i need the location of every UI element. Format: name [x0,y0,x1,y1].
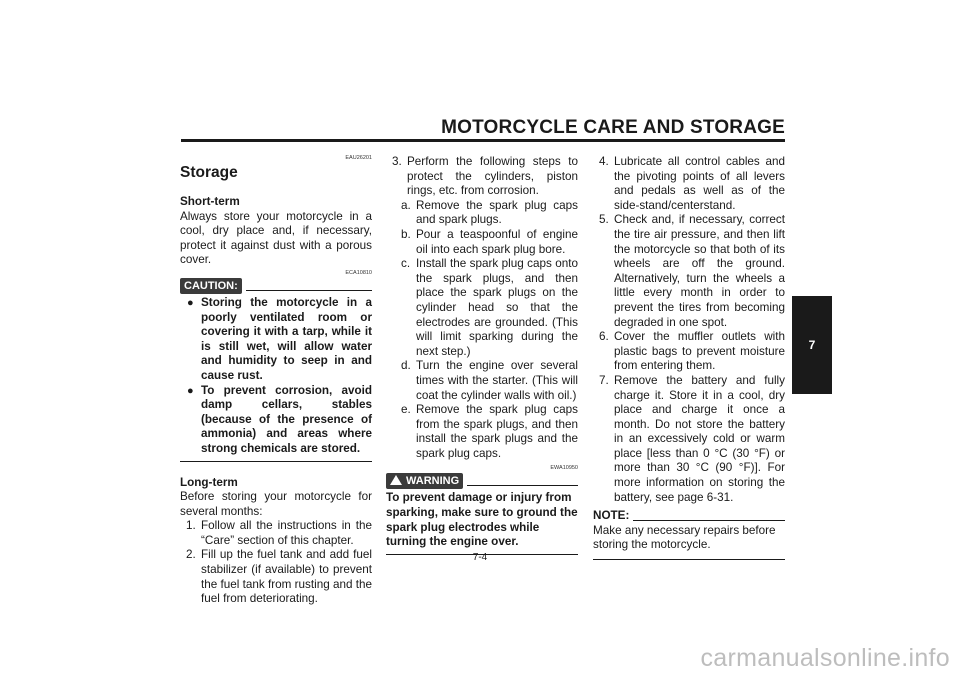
header-rule [181,139,785,142]
list-item: 7. Remove the battery and fully charge it. Store it in a cool, dry place and charge it once a month. Do not store the battery in an excessively cold or warm place [less than 0 °C (30 °F) or more than 30 °C (90 °F)]. For more information on storing the battery, see page 6-31. [599,373,785,504]
note-rule [633,520,785,521]
caution-bullet: ● To prevent corrosion, avoid damp cellars, stables (because of the presence of ammonia) and areas where strong chemicals are stored. [187,383,372,455]
warning-triangle-icon [390,475,402,485]
page-number: 7-4 [472,552,488,563]
caution-rule [246,290,372,291]
chapter-tab: 7 [792,296,832,394]
section-code: EAU26201 [345,155,372,161]
warning-label: WARNING [386,473,463,489]
warning-box: To prevent damage or injury from sparking, make sure to ground the spark plug electrodes while turning the engine over. [386,491,578,554]
sub-list-item: c. Install the spark plug caps onto the spark plugs, and then place the spark plugs on the cylinder head so that the electrodes are grounded. (This will limit sparking during the next step.) [401,257,578,358]
warning-code: EWA10950 [550,465,578,472]
short-term-heading: Short-term [180,195,240,208]
column-1 [180,155,372,607]
watermark: carmanualsonline.info [700,644,950,672]
caution-box [180,296,372,462]
sub-list-item: d. Turn the engine over several times with the starter. (This will coat the cylinder walls with oil.) [401,359,578,402]
caution-bullet: ● Storing the motorcycle in a poorly ventilated room or covering it with a tarp, while it is still wet, will allow water and humidity to seep in and cause rust. [187,295,372,382]
short-term-text: Always store your motorcycle in a cool, dry place and, if necessary, protect it against dust with a porous cover. [180,209,372,267]
bullet-dot-icon: ● [187,384,194,397]
list-item: 2. Fill up the fuel tank and add fuel stabilizer (if available) to prevent the fuel tank from rusting and the fuel from deteriorating. [186,548,372,606]
column-3 [593,155,785,560]
caution-label: CAUTION: [180,278,242,294]
section-title: Storage [180,164,238,181]
long-term-heading: Long-term [180,475,238,489]
warning-banner [386,473,578,489]
column-2 [386,155,578,569]
caution-code: ECA10810 [345,269,372,276]
sub-list-item: b. Pour a teaspoonful of engine oil into each spark plug bore. [401,227,578,256]
sub-list-item: a. Remove the spark plug caps and spark plugs. [401,198,578,227]
list-item: 3. Perform the following steps to protect the cylinders, piston rings, etc. from corrosion. [392,155,578,198]
list-item: 5. Check and, if necessary, correct the tire air pressure, and then lift the motorcycle so that both of its wheels are off the ground. Alternatively, turn the wheels a little every month in order to prevent the tires from becoming degraded in one spot. [599,213,785,329]
note-text: Make any necessary repairs before storing the motorcycle. [593,524,785,560]
list-item: 6. Cover the muffler outlets with plastic bags to prevent moisture from entering them. [599,330,785,373]
caution-banner [180,278,372,294]
note-heading: NOTE: [593,509,785,524]
long-term-intro: Before storing your motorcycle for several months: [180,490,372,518]
list-item: 1. Follow all the instructions in the “Care” section of this chapter. [186,519,372,547]
bullet-dot-icon: ● [187,296,194,309]
list-item: 4. Lubricate all control cables and the pivoting points of all levers and pedals as well as of the side-stand/centerstand. [599,155,785,212]
sub-list-item: e. Remove the spark plug caps from the spark plugs, and then install the spark plugs and the spark plug caps. [401,403,578,460]
warning-rule [467,485,578,486]
page-header-title: MOTORCYCLE CARE AND STORAGE [441,117,785,138]
